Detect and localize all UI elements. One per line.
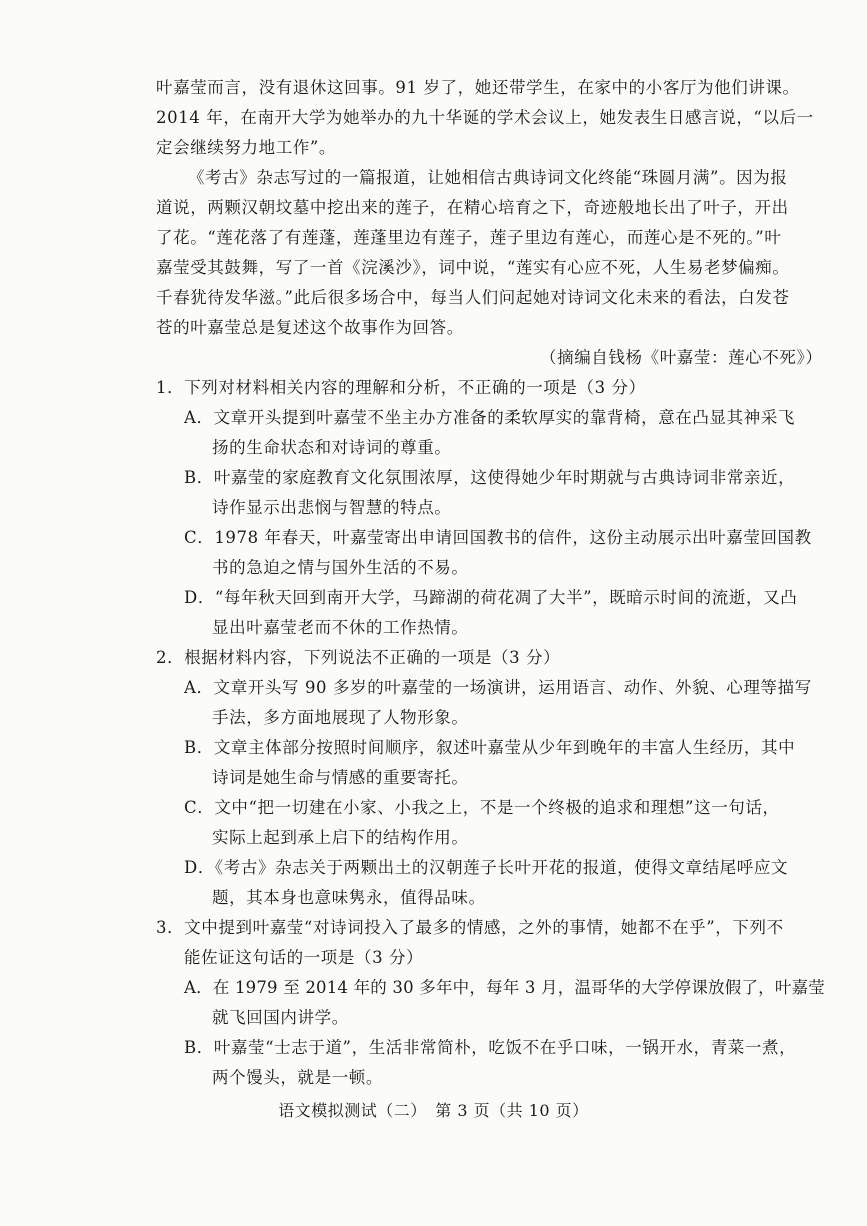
- question-1-option-a: A．文章开头提到叶嘉莹不坐主办方准备的柔软厚实的靠背椅，意在凸显其神采飞: [184, 408, 796, 427]
- question-2-option-c: C．文中“把一切建在小家、小我之上，不是一个终极的追求和理想”这一句话，: [184, 798, 780, 817]
- question-3-option-a: A．在 1979 至 2014 年的 30 多年中，每年 3 月，温哥华的大学停课放假了，叶嘉莹: [184, 978, 825, 997]
- question-1-option-b: B．叶嘉莹的家庭教育文化氛围浓厚，这使得她少年时期就与古典诗词非常亲近，: [184, 468, 796, 487]
- question-2-stem: 2．根据材料内容，下列说法不正确的一项是（3 分）: [156, 648, 561, 667]
- question-1-option-d-cont: 显出叶嘉莹老而不休的工作热情。: [212, 618, 469, 637]
- question-1-option-b-cont: 诗作显示出悲悯与智慧的特点。: [212, 498, 452, 517]
- question-1-stem: 1．下列对材料相关内容的理解和分析，不正确的一项是（3 分）: [156, 378, 646, 397]
- question-3-option-b: B．叶嘉莹“士志于道”，生活非常简朴，吃饭不在乎口味，一锅开水，青菜一煮，: [184, 1038, 797, 1057]
- question-3-stem: 3．文中提到叶嘉莹“对诗词投入了最多的情感，之外的事情，她都不在乎”，下列不: [156, 918, 784, 937]
- passage-line: 叶嘉莹而言，没有退休这回事。91 岁了，她还带学生，在家中的小客厅为他们讲课。: [156, 78, 800, 97]
- question-2-option-a: A．文章开头写 90 多岁的叶嘉莹的一场演讲，运用语言、动作、外貌、心理等描写: [184, 678, 812, 697]
- passage-line: 嘉莹受其鼓舞，写了一首《浣溪沙》，词中说，“莲实有心应不死，人生易老梦偏痴。: [156, 258, 790, 277]
- source-citation: （摘编自钱杨《叶嘉莹：莲心不死》）: [540, 348, 823, 367]
- page-footer: 语文模拟测试（二） 第 3 页（共 10 页）: [278, 1101, 589, 1120]
- question-1-option-c: C．1978 年春天，叶嘉莹寄出申请回国教书的信件，这份主动展示出叶嘉莹回国教: [184, 528, 812, 547]
- passage-line: 2014 年，在南开大学为她举办的九十华诞的学术会议上，她发表生日感言说，“以后一: [156, 108, 814, 127]
- passage-line: 《考古》杂志写过的一篇报道，让她相信古典诗词文化终能“珠圆月满”。因为报: [188, 168, 788, 187]
- question-1-option-d: D．“每年秋天回到南开大学，马蹄湖的荷花凋了大半”，既暗示时间的流逝，又凸: [184, 588, 798, 607]
- question-2-option-a-cont: 手法，多方面地展现了人物形象。: [212, 708, 469, 727]
- passage-line: 了花。“莲花落了有莲蓬，莲蓬里边有莲子，莲子里边有莲心，而莲心是不死的。”叶: [156, 228, 782, 247]
- passage-line: 苍的叶嘉莹总是复述这个故事作为回答。: [156, 318, 464, 337]
- question-2-option-d: D．《考古》杂志关于两颗出土的汉朝莲子长叶开花的报道，使得文章结尾呼应文: [184, 858, 789, 877]
- passage-line: 道说，两颗汉朝坟墓中挖出来的莲子，在精心培育之下，奇迹般地长出了叶子，开出: [156, 198, 789, 217]
- question-2-option-d-cont: 题，其本身也意味隽永，值得品味。: [212, 888, 486, 907]
- question-3-option-b-cont: 两个馒头，就是一顿。: [212, 1068, 383, 1087]
- question-2-option-b: B．文章主体部分按照时间顺序，叙述叶嘉莹从少年到晚年的丰富人生经历，其中: [184, 738, 796, 757]
- question-1-option-a-cont: 扬的生命状态和对诗词的尊重。: [212, 438, 452, 457]
- question-3-option-a-cont: 就飞回国内讲学。: [212, 1008, 349, 1027]
- question-2-option-c-cont: 实际上起到承上启下的结构作用。: [212, 828, 469, 847]
- question-3-stem-cont: 能佐证这句话的一项是（3 分）: [184, 948, 424, 967]
- passage-line: 定会继续努力地工作”。: [156, 138, 337, 157]
- passage-line: 千春犹待发华滋。”此后很多场合中，每当人们问起她对诗词文化未来的看法，白发苍: [156, 288, 790, 307]
- question-2-option-b-cont: 诗词是她生命与情感的重要寄托。: [212, 768, 469, 787]
- question-1-option-c-cont: 书的急迫之情与国外生活的不易。: [212, 558, 469, 577]
